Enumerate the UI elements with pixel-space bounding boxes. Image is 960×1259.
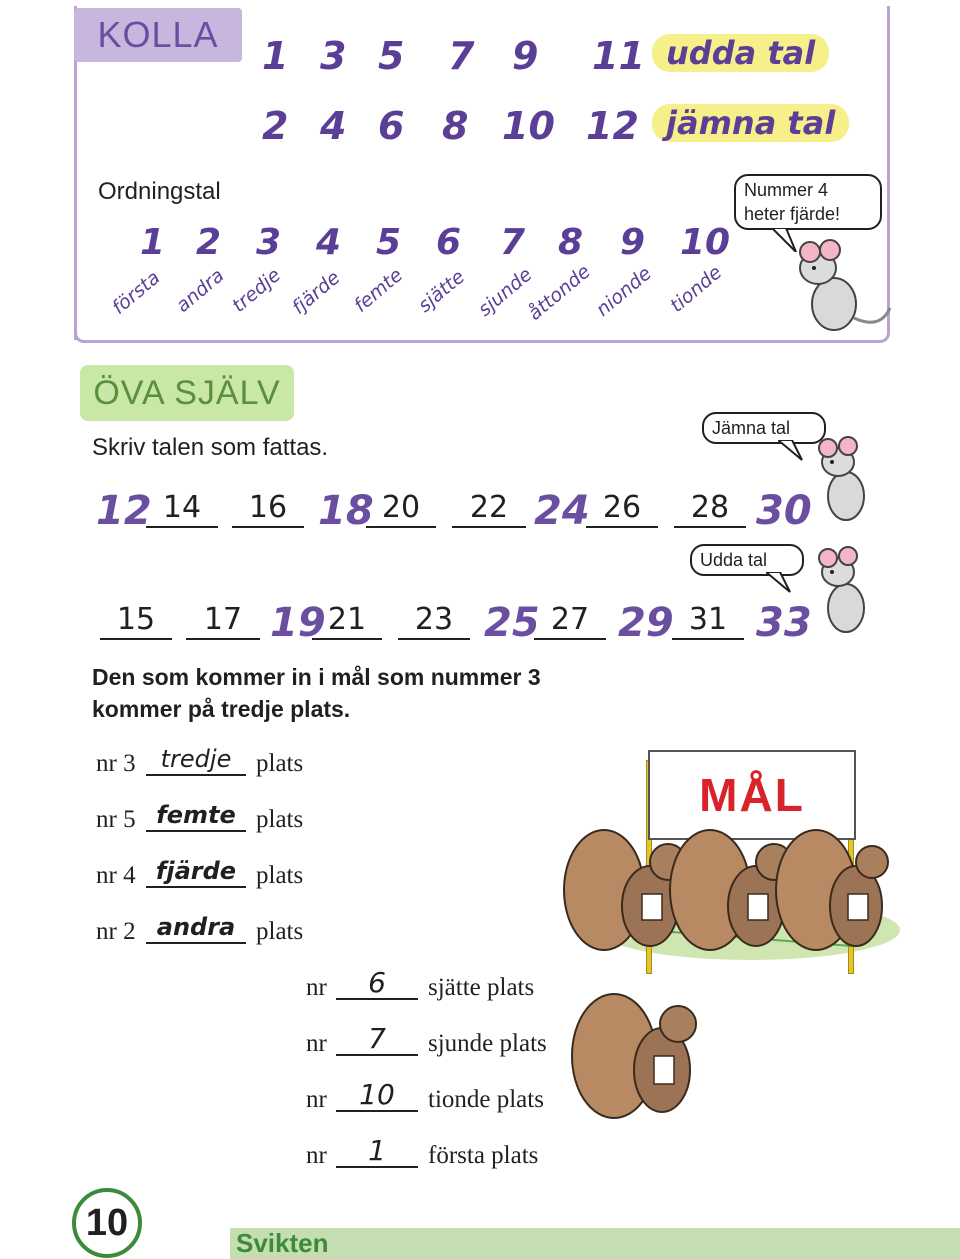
sequence-answer[interactable]: 22 — [452, 490, 526, 528]
bubble-line: Nummer 4 — [744, 180, 829, 200]
ordinal-number: 1 — [140, 222, 166, 263]
place-row-suffix: sjätte plats — [428, 974, 535, 1001]
sequence-answer[interactable]: 17 — [186, 602, 260, 640]
place-row-prefix: nr — [306, 974, 327, 1001]
place-row-prefix: nr 2 — [96, 918, 136, 945]
ordinal-word: tionde — [666, 261, 727, 317]
place-answer[interactable]: tredje — [146, 744, 246, 776]
ordinal-number: 2 — [196, 222, 222, 263]
place-row-suffix: plats — [256, 862, 304, 889]
mouse-icon — [784, 238, 894, 338]
odd-number: 3 — [320, 34, 347, 78]
place-answer[interactable]: andra — [146, 912, 246, 944]
sequence-answer[interactable]: 31 — [672, 602, 744, 640]
place-answer[interactable]: 7 — [336, 1024, 418, 1056]
odd-number: 9 — [512, 34, 539, 78]
ordinal-word: sjätte — [414, 265, 470, 317]
sequence-answer[interactable]: 26 — [586, 490, 658, 528]
place-row-suffix: plats — [256, 806, 304, 833]
sequence-answer[interactable]: 16 — [232, 490, 304, 528]
place-row-suffix: plats — [256, 750, 304, 777]
sequence-given: 12 — [96, 488, 152, 534]
page-number: 10 — [72, 1188, 142, 1258]
bubble-line: heter fjärde! — [744, 204, 841, 224]
footer-bar — [230, 1228, 960, 1259]
place-answer[interactable]: 1 — [336, 1136, 418, 1168]
bubble-tail-icon — [778, 440, 804, 462]
place-row-prefix: nr — [306, 1030, 327, 1057]
mouse-icon — [806, 546, 890, 642]
place-row-prefix: nr — [306, 1142, 327, 1169]
ordinal-word: nionde — [592, 262, 656, 321]
sequence-given: 19 — [270, 600, 326, 646]
kolla-tag: KOLLA — [74, 8, 242, 62]
even-number: 12 — [586, 104, 639, 148]
sequence-given: 29 — [618, 600, 674, 646]
ordinals-title: Ordningstal — [98, 178, 221, 205]
goal-sign-text: MÅL — [699, 769, 805, 821]
sequence-answer[interactable]: 14 — [146, 490, 218, 528]
ordinal-number: 6 — [436, 222, 462, 263]
even-label: jämna tal — [652, 104, 849, 142]
sequence-given: 33 — [756, 600, 812, 646]
ordinal-word: sjunde — [474, 263, 537, 321]
speech-bubble-ordinal — [734, 174, 882, 230]
odd-label: udda tal — [652, 34, 829, 72]
place-row-prefix: nr 4 — [96, 862, 136, 889]
sequence-given: 25 — [484, 600, 540, 646]
place-row-prefix: nr — [306, 1086, 327, 1113]
even-number: 4 — [320, 104, 347, 148]
sequence-answer[interactable]: 21 — [312, 602, 382, 640]
instruction: Skriv talen som fattas. — [92, 434, 329, 461]
place-row-prefix: nr 3 — [96, 750, 136, 777]
sequence-answer[interactable]: 23 — [398, 602, 470, 640]
sequence-given: 30 — [756, 488, 812, 534]
even-number: 8 — [442, 104, 469, 148]
place-answer[interactable]: femte — [146, 800, 246, 832]
ordinal-number: 9 — [620, 222, 646, 263]
footer-label: Svikten — [236, 1228, 329, 1258]
ordinal-number: 8 — [558, 222, 584, 263]
odd-number: 11 — [592, 34, 645, 78]
even-number: 2 — [262, 104, 289, 148]
squirrels-icon — [560, 810, 890, 970]
place-answer[interactable]: 6 — [336, 968, 418, 1000]
ordinal-word: fjärde — [288, 266, 345, 319]
place-answer[interactable]: 10 — [336, 1080, 418, 1112]
place-answer[interactable]: fjärde — [146, 856, 246, 888]
even-number: 10 — [502, 104, 555, 148]
mouse-icon — [806, 436, 890, 528]
even-number: 6 — [378, 104, 405, 148]
place-row-suffix: första plats — [428, 1142, 539, 1169]
place-row-prefix: nr 5 — [96, 806, 136, 833]
sequence-answer[interactable]: 15 — [100, 602, 172, 640]
sequence-answer[interactable]: 27 — [534, 602, 606, 640]
squirrel-icon — [566, 966, 706, 1136]
bubble-text: Udda tal — [700, 550, 768, 570]
ordinal-word: femte — [350, 263, 408, 317]
place-row-suffix: tionde plats — [428, 1086, 544, 1113]
odd-number: 1 — [262, 34, 289, 78]
sequence-answer[interactable]: 20 — [366, 490, 436, 528]
odd-number: 5 — [378, 34, 405, 78]
race-sentence-line2: kommer på tredje plats. — [92, 696, 351, 722]
ordinal-word: tredje — [228, 264, 286, 317]
sequence-given: 24 — [534, 488, 590, 534]
ordinal-word: andra — [172, 264, 229, 317]
place-row-suffix: plats — [256, 918, 304, 945]
sequence-answer[interactable]: 28 — [674, 490, 746, 528]
race-sentence-line1: Den som kommer in i mål som nummer 3 — [92, 664, 541, 690]
ordinal-word: första — [108, 266, 165, 319]
sequence-given: 18 — [318, 488, 374, 534]
bubble-tail-icon — [766, 572, 792, 594]
place-row-suffix: sjunde plats — [428, 1030, 547, 1057]
bubble-text: Jämna tal — [712, 418, 791, 438]
ordinal-number: 4 — [316, 222, 342, 263]
odd-number: 7 — [448, 34, 475, 78]
ordinal-number: 10 — [680, 222, 731, 263]
ordinal-number: 5 — [376, 222, 402, 263]
ordinal-number: 7 — [500, 222, 526, 263]
ordinal-number: 3 — [256, 222, 282, 263]
ova-tag: ÖVA SJÄLV — [80, 365, 294, 421]
ordinal-word: åttonde — [524, 260, 595, 325]
